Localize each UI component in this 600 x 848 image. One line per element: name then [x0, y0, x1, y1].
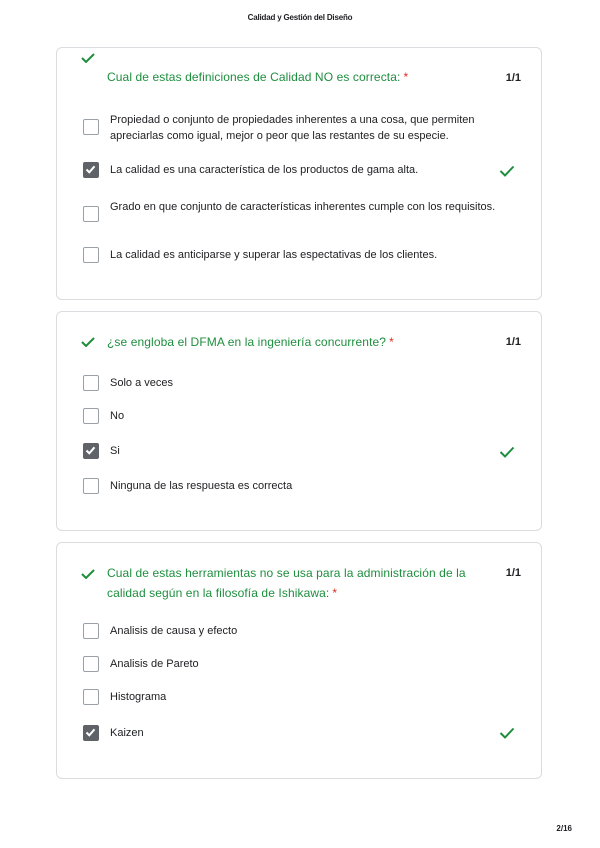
option-4[interactable]: [83, 478, 523, 494]
option-label: Kaizen: [110, 727, 144, 739]
question-card-1: [56, 47, 542, 300]
option-4[interactable]: [83, 725, 523, 741]
question-title: Cual de estas herramientas no se usa para la administración de la calidad según en la filosofía de Ishikawa: *: [107, 566, 466, 600]
question-title: Cual de estas definiciones de Calidad NO es correcta: *: [107, 70, 409, 84]
checkbox[interactable]: [83, 623, 99, 639]
checkbox[interactable]: [83, 656, 99, 672]
option-label: La calidad es una característica de los productos de gama alta.: [110, 164, 419, 176]
checkbox[interactable]: [83, 247, 99, 263]
question-score: 1/1: [505, 567, 521, 579]
option-label: Grado en que conjunto de características inherentes cumple con los requisitos.: [110, 201, 496, 213]
checkbox-checked[interactable]: [83, 162, 99, 178]
question-card-3: [56, 542, 542, 779]
checkmark-icon: [85, 445, 96, 456]
checkmark-icon: [85, 727, 96, 738]
checkbox[interactable]: [83, 408, 99, 424]
option-2[interactable]: [83, 162, 523, 178]
checkbox[interactable]: [83, 478, 99, 494]
option-2[interactable]: [83, 656, 523, 672]
required-asterisk: *: [332, 586, 338, 600]
checkbox-checked[interactable]: [83, 443, 99, 459]
correct-check-icon: [499, 727, 515, 739]
option-label: Propiedad o conjunto de propiedades inherentes a una cosa, que permiten apreciarlas como igual, mejor o peor que las restantes de su especie.: [110, 114, 475, 142]
option-label: Si: [110, 445, 120, 457]
check-icon: [81, 337, 95, 347]
checkbox[interactable]: [83, 206, 99, 222]
option-1[interactable]: [83, 375, 523, 391]
required-asterisk: *: [403, 70, 409, 84]
question-title: ¿se engloba el DFMA en la ingeniería concurrente? *: [107, 335, 394, 349]
option-label: Analisis de causa y efecto: [110, 625, 238, 637]
correct-check-icon: [499, 165, 515, 177]
option-label: Solo a veces: [110, 377, 173, 389]
question-score: 1/1: [505, 72, 521, 84]
checkbox[interactable]: [83, 119, 99, 135]
option-label: Ninguna de las respuesta es correcta: [110, 480, 293, 492]
correct-check-icon: [499, 446, 515, 458]
option-2[interactable]: [83, 408, 523, 424]
option-label: No: [110, 410, 125, 422]
option-3[interactable]: [83, 443, 523, 459]
page-number: 2/16: [556, 824, 572, 833]
check-icon: [81, 53, 95, 63]
option-3[interactable]: [83, 199, 523, 222]
question-score: 1/1: [505, 336, 521, 348]
option-label: Histograma: [110, 691, 167, 703]
option-1[interactable]: [83, 112, 523, 144]
option-3[interactable]: [83, 689, 523, 705]
option-label: Analisis de Pareto: [110, 658, 199, 670]
checkbox-checked[interactable]: [83, 725, 99, 741]
required-asterisk: *: [389, 335, 394, 349]
check-icon: [81, 569, 95, 579]
checkmark-icon: [85, 164, 96, 175]
option-4[interactable]: [83, 247, 523, 263]
checkbox[interactable]: [83, 689, 99, 705]
option-1[interactable]: [83, 623, 523, 639]
checkbox[interactable]: [83, 375, 99, 391]
question-card-2: [56, 311, 542, 531]
option-label: La calidad es anticiparse y superar las espectativas de los clientes.: [110, 249, 438, 261]
page-header: Calidad y Gestión del Diseño: [247, 13, 353, 22]
